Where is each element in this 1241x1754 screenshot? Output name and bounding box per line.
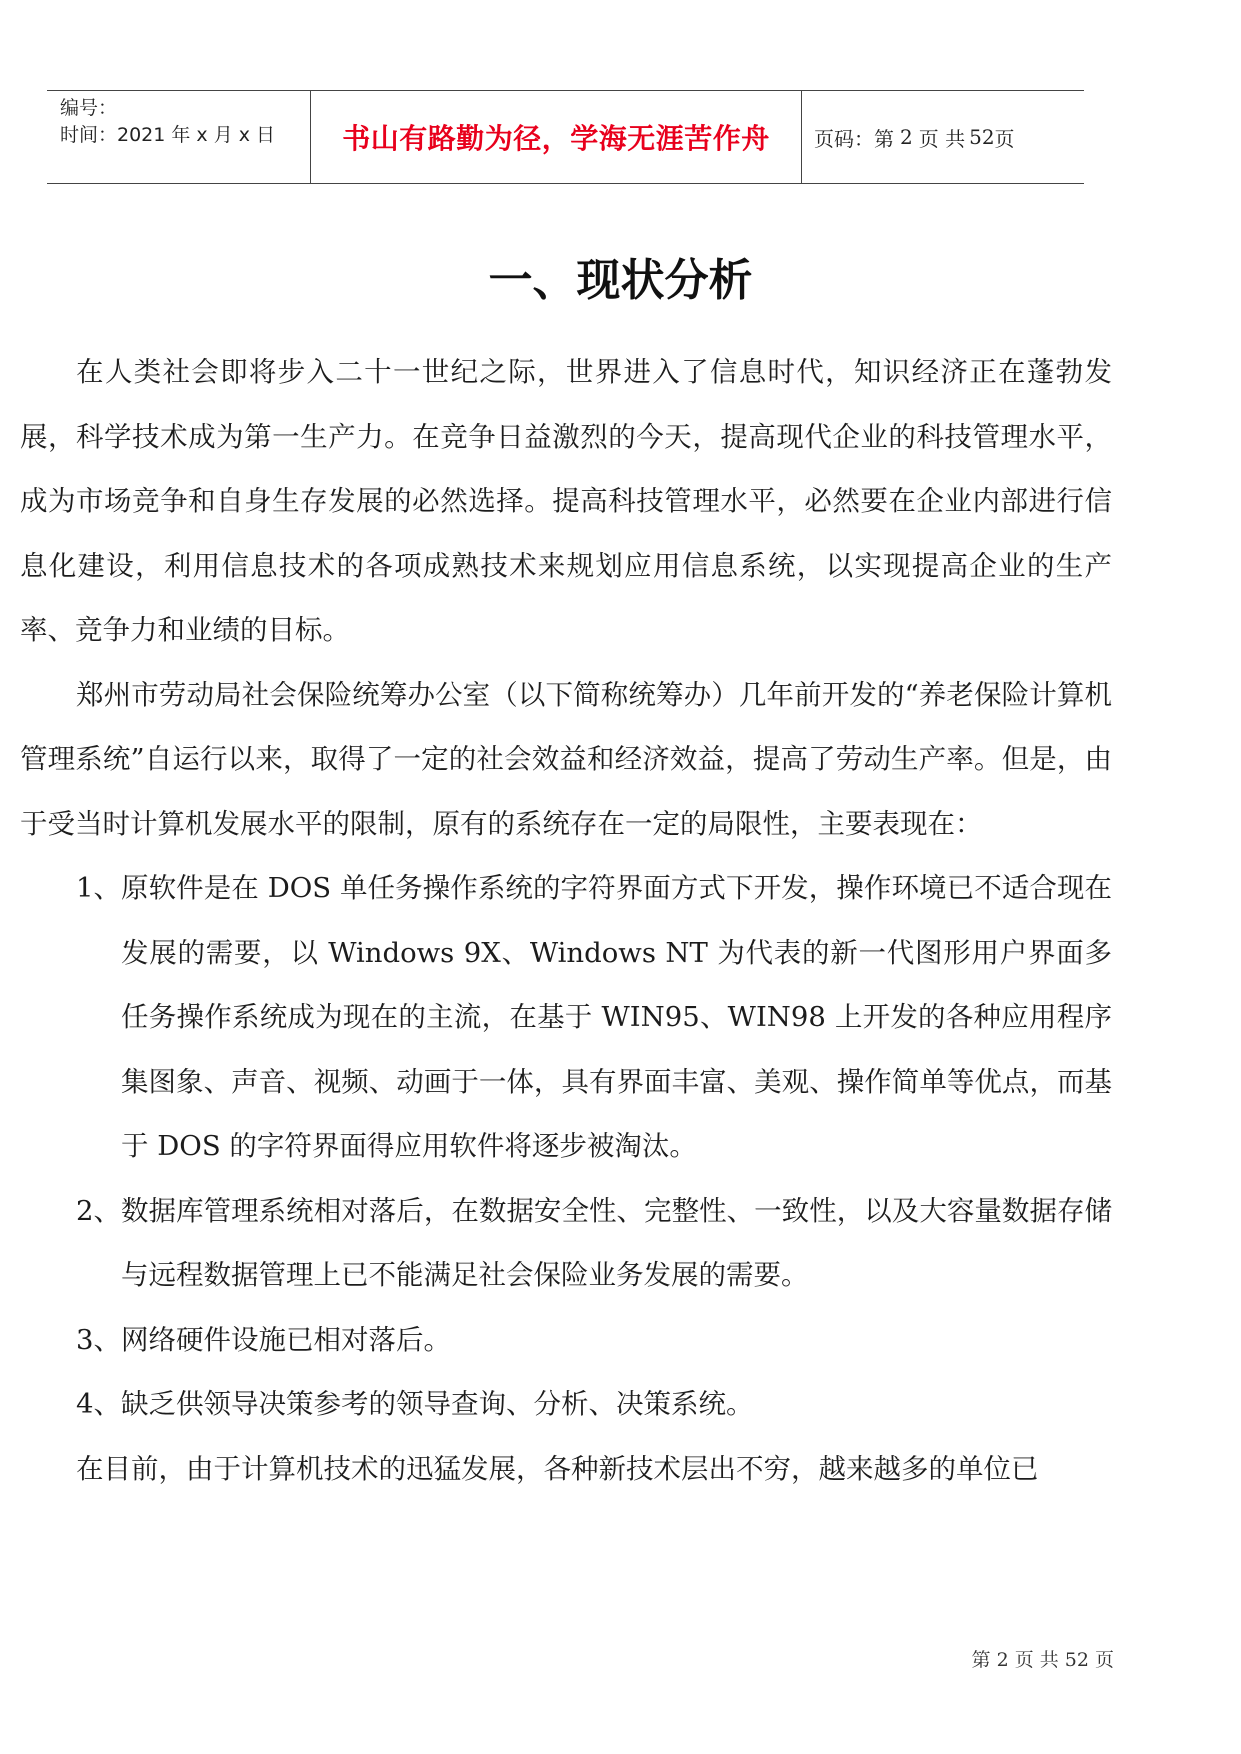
paragraph-background: 郑州市劳动局社会保险统筹办公室（以下简称统筹办）几年前开发的“养老保险计算机管理系统”自运行以来，取得了一定的社会效益和经济效益，提高了劳动生产率。但是，由于受当时计算机发展水平的限制，原有的系统存在一定的局限性，主要表现在： bbox=[20, 678, 1112, 840]
document-header bbox=[47, 90, 1084, 184]
list-item-text: 缺乏供领导决策参考的领导查询、分析、决策系统。 bbox=[121, 1388, 754, 1420]
paragraph-tail: 在目前，由于计算机技术的迅猛发展，各种新技术层出不穷，越来越多的单位已 bbox=[76, 1452, 1039, 1485]
page-footer: 第 2 页 共 52 页 bbox=[971, 1649, 1114, 1671]
list-item-text: 原软件是在 DOS 单任务操作系统的字符界面方式下开发，操作环境已不适合现在发展的需要，以 Windows 9X、Windows NT 为代表的新一代图形用户界面多任务操作系统成为现在的主流，在基于 WIN95、WIN98 上开发的各种应用程序集图象、声音、视频、动画于一体，具有界面丰富、美观、操作简单等优点，而基于 DOS 的字符界面得应用软件将逐步被淘汰。 bbox=[121, 872, 1112, 1162]
list-item-number: 3、 bbox=[76, 1323, 121, 1356]
page-mid: 页 共 bbox=[918, 126, 966, 151]
list-item-text: 网络硬件设施已相对落后。 bbox=[121, 1323, 451, 1356]
list-item bbox=[20, 1308, 1112, 1373]
list-item bbox=[20, 856, 1112, 1179]
paragraph-intro: 在人类社会即将步入二十一世纪之际，世界进入了信息时代，知识经济正在蓬勃发展，科学技术成为第一生产力。在竞争日益激烈的今天，提高现代企业的科技管理水平，成为市场竞争和自身生存发展的必然选择。提高科技管理水平，必然要在企业内部进行信息化建设，利用信息技术的各项成熟技术来规划应用信息系统，以实现提高企业的生产率、竞争力和业绩的目标。 bbox=[20, 356, 1112, 646]
list-item bbox=[20, 1179, 1112, 1308]
list-item-number: 4、 bbox=[76, 1388, 121, 1420]
header-page-info bbox=[802, 91, 1084, 183]
doc-time-label: 时间：2021 年 x 月 x 日 bbox=[60, 124, 276, 146]
page-number: 2 bbox=[900, 125, 913, 149]
list-item-number: 1、 bbox=[76, 872, 121, 904]
page-suffix: 页 bbox=[994, 126, 1015, 151]
list-item-text: 数据库管理系统相对落后，在数据安全性、完整性、一致性，以及大容量数据存储与远程数据管理上已不能满足社会保险业务发展的需要。 bbox=[121, 1194, 1112, 1291]
list-item-number: 2、 bbox=[76, 1194, 121, 1227]
header-meta bbox=[47, 91, 311, 183]
section-title: 一、现状分析 bbox=[488, 255, 753, 306]
header-motto: 书山有路勤为径，学海无涯苦作舟 bbox=[311, 91, 802, 183]
doc-number-label: 编号： bbox=[60, 97, 118, 119]
page-total: 52 bbox=[969, 125, 995, 149]
document-body bbox=[20, 340, 1112, 1501]
list-item bbox=[20, 1372, 1112, 1437]
page-prefix: 页码：第 bbox=[814, 126, 894, 151]
